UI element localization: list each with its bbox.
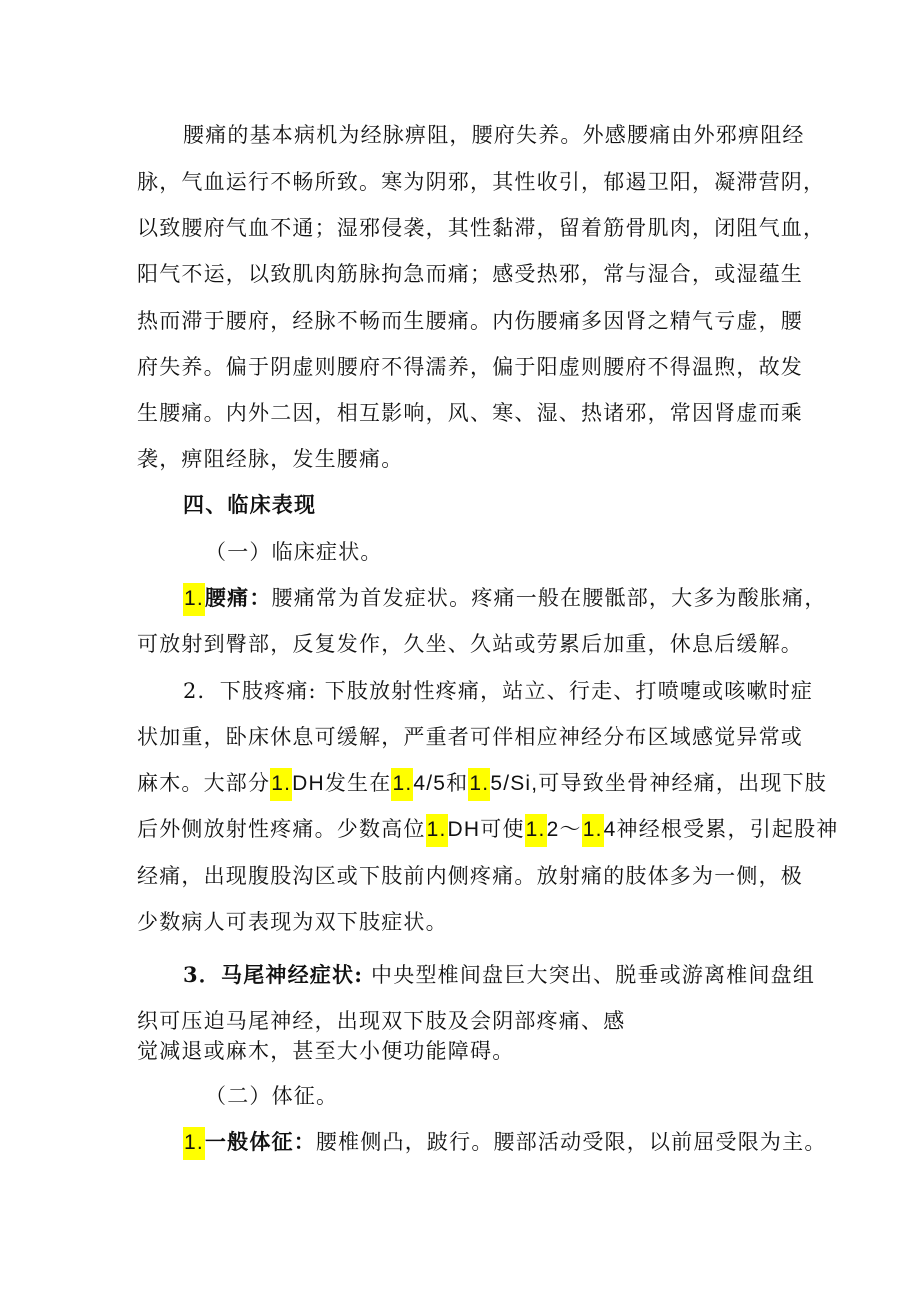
subsection-heading: （一）临床症状。 [205, 540, 383, 564]
item-line [183, 583, 827, 614]
text-segment: 5/Si,可导致坐骨神经痛，出现下肢 [490, 772, 827, 795]
highlighted-number: 1. [391, 768, 413, 801]
text-segment: DH可使 [447, 818, 525, 841]
highlighted-number: 1. [468, 768, 490, 801]
highlighted-number: 1. [582, 814, 604, 847]
item-text: 腰痛常为首发症状。疼痛一般在腰骶部，大多为酸胀痛， [271, 586, 827, 610]
item-text: 中央型椎间盘巨大突出、脱垂或游离椎间盘组 [363, 963, 816, 987]
item-line [183, 960, 815, 990]
text-segment: DH发生在 [292, 772, 392, 795]
paragraph-line: 袭，痹阻经脉，发生腰痛。 [137, 447, 404, 471]
section-heading: 四、临床表现 [183, 492, 317, 517]
paragraph-line: 阳气不运，以致肌肉筋脉拘急而痛；感受热邪，常与湿合，或湿蕴生 [137, 262, 803, 286]
item-line: 经痛，出现腹股沟区或下肢前内侧疼痛。放射痛的肢体多为一侧，极 [137, 864, 803, 888]
highlighted-number: 1. [426, 814, 448, 847]
paragraph-line: 热而滞于腰府，经脉不畅而生腰痛。内伤腰痛多因肾之精气亏虚，腰 [137, 309, 803, 333]
item-line [137, 814, 839, 845]
highlighted-number: 1. [525, 814, 547, 847]
item-title: 腰痛： [204, 585, 272, 610]
item-title: 一般体征： [204, 1129, 316, 1154]
item-line [183, 1127, 827, 1158]
paragraph-line: 脉，气血运行不畅所致。寒为阴邪，其性收引，郁遏卫阳，凝滞营阴， [137, 170, 826, 194]
item-line [137, 768, 827, 799]
item-line: 2．下肢疼痛: 下肢放射性疼痛，站立、行走、打喷嚏或咳嗽时症 [183, 679, 814, 703]
item-title: 3．马尾神经症状: [183, 962, 364, 987]
paragraph-line: 生腰痛。内外二因，相互影响，风、寒、湿、热诸邪，常因肾虚而乘 [137, 401, 803, 425]
highlighted-number: 1. [183, 1127, 205, 1160]
text-segment: 麻木。大部分 [137, 771, 271, 795]
highlighted-number: 1. [270, 768, 292, 801]
item-text: 腰椎侧凸，跛行。腰部活动受限，以前屈受限为主。 [315, 1130, 827, 1154]
text-segment: 后外侧放射性疼痛。少数高位 [137, 817, 426, 841]
item-line: 觉减退或麻木，甚至大小便功能障碍。 [137, 1039, 515, 1063]
text-segment: 2〜 [546, 818, 582, 841]
text-segment: 4神经根受累，引起股神 [603, 818, 839, 841]
item-line: 状加重，卧床休息可缓解，严重者可伴相应神经分布区域感觉异常或 [137, 725, 803, 749]
highlighted-number: 1. [183, 583, 205, 616]
item-line: 少数病人可表现为双下肢症状。 [137, 910, 448, 934]
item-line: 织可压迫马尾神经，出现双下肢及会阴部疼痛、感 [137, 1009, 626, 1033]
item-line: 可放射到臀部，反复发作，久坐、久站或劳累后加重，休息后缓解。 [137, 632, 803, 656]
subsection-heading: （二）体征。 [205, 1084, 339, 1108]
paragraph-line: 府失养。偏于阴虚则腰府不得濡养，偏于阳虚则腰府不得温煦，故发 [137, 355, 803, 379]
paragraph-line: 腰痛的基本病机为经脉痹阻，腰府失养。外感腰痛由外邪痹阻经 [183, 123, 805, 147]
paragraph-line: 以致腰府气血不通；湿邪侵袭，其性黏滞，留着筋骨肌肉，闭阻气血， [137, 216, 826, 240]
text-segment: 4/5和 [413, 772, 469, 795]
